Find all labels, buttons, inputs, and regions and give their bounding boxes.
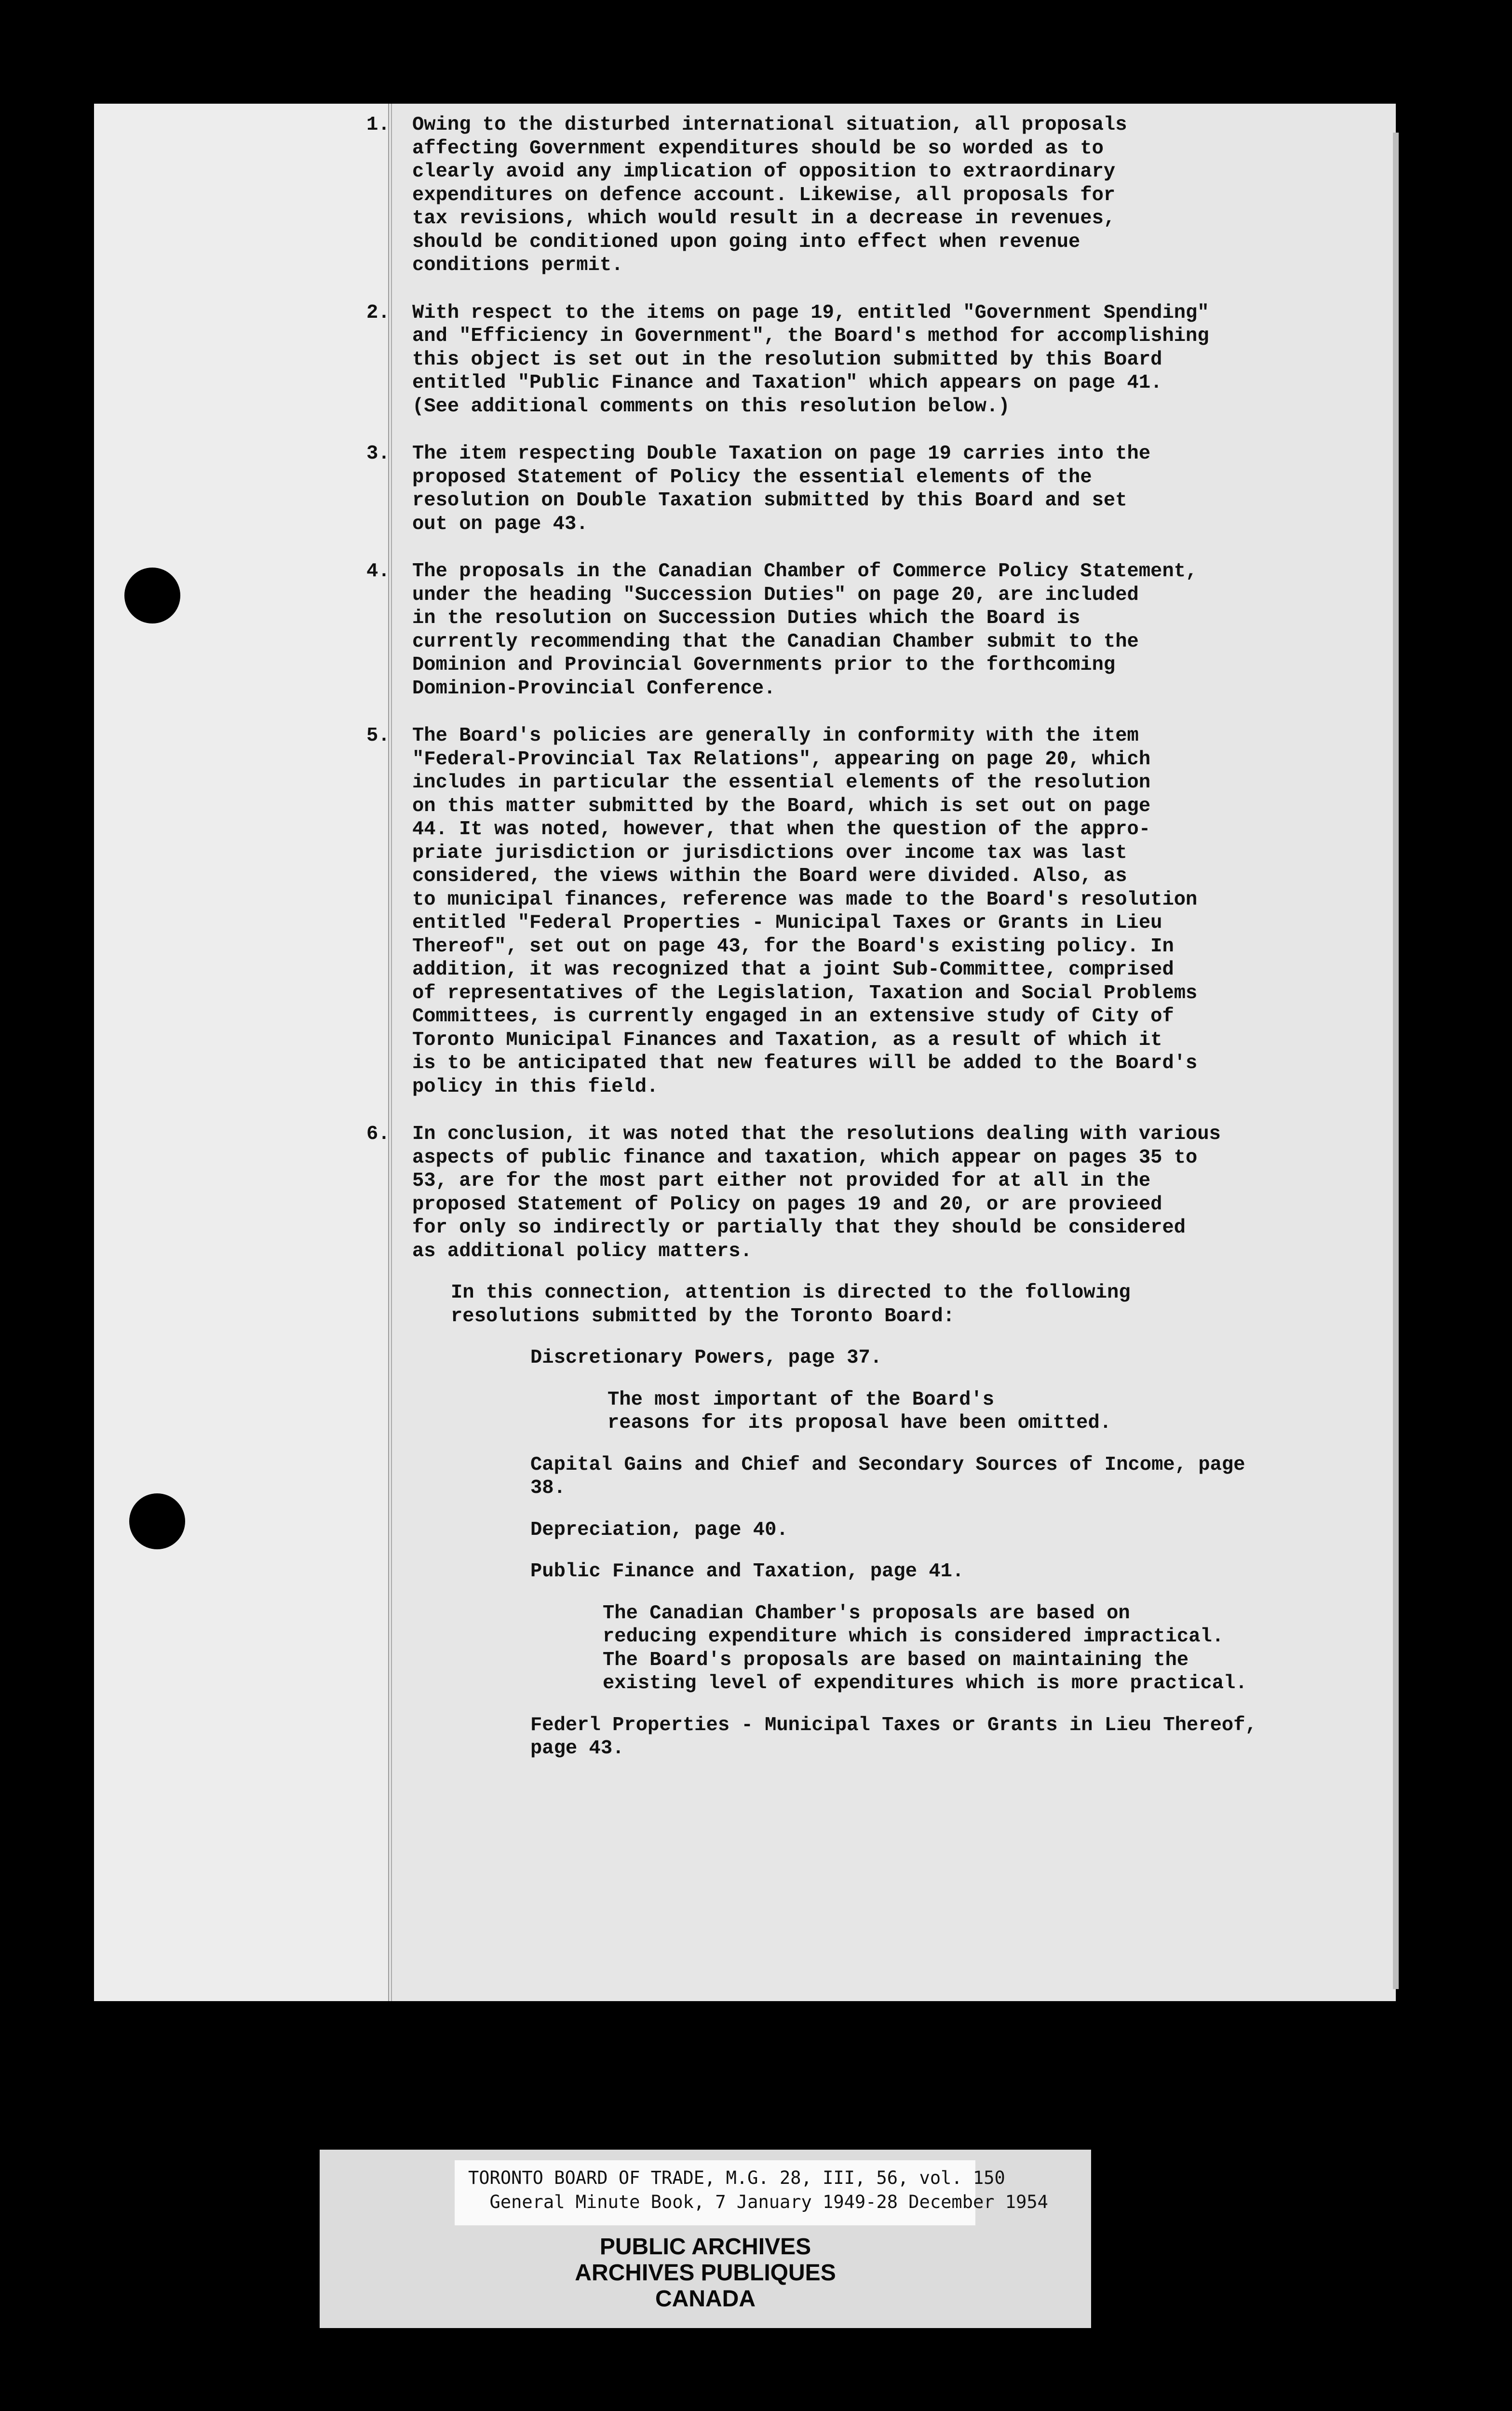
archive-label <box>320 2234 1091 2312</box>
list-item <box>366 1123 1282 1263</box>
archive-line-1: PUBLIC ARCHIVES <box>599 2234 811 2260</box>
source-line-2: General Minute Book, 7 January 1949-28 December 1954 <box>468 2192 1048 2212</box>
resolution-note: The Canadian Chamber's proposals are based on reducing expenditure which is considered impractical. The Board's proposals are based on maintaining the existing level of expenditures which is more practical. <box>603 1602 1247 1694</box>
source-line-1: TORONTO BOARD OF TRADE, M.G. 28, III, 56, vol. 150 <box>468 2167 1005 2188</box>
item-text: In conclusion, it was noted that the resolutions dealing with various aspects of public finance and taxation, which appear on pages 35 to 53, are for the most part either not provided for at all in the proposed Statement of Policy on pages 19 and 20, or are provieed for only so indirectly or partially that they should be considered as additional policy matters. <box>412 1123 1221 1262</box>
punch-hole-icon <box>124 568 180 623</box>
list-item <box>366 301 1282 419</box>
resolution-reference: Federl Properties - Municipal Taxes or Grants in Lieu Thereof, page 43. <box>530 1714 1257 1760</box>
item-text: The Board's policies are generally in conformity with the item "Federal-Provincial Tax Relations", appearing on page 20, which includes in particular the essential elements of the resolution on this matter submitted by the Board, which is set out on page 44. It was noted, however, that when the question of the appro- priate jurisdiction or jurisdictions over income tax was last considered, the views within the Board were divided. Also, as to municipal finances, reference was made to the Board's resolution entitled "Federal Properties - Municipal Taxes or Grants in Lieu Thereof", set out on page 43, for the Board's existing policy. In addition, it was recognized that a joint Sub-Committee, comprised of representatives of the Legislation, Taxation and Social Problems Committees, is currently engaged in an extensive study of City of Toronto Municipal Finances and Taxation, as a result of which it is to be anticipated that new features will be added to the Board's policy in this field. <box>412 725 1198 1098</box>
item-number: 6. <box>366 1123 390 1145</box>
resolution-reference: Depreciation, page 40. <box>530 1518 788 1541</box>
document-body <box>366 113 1282 1779</box>
source-label <box>455 2160 1048 2225</box>
archive-line-3: CANADA <box>655 2286 756 2312</box>
item-number: 3. <box>366 443 390 465</box>
archive-stamp <box>320 2150 1091 2328</box>
item-number: 5. <box>366 725 390 747</box>
item-text: With respect to the items on page 19, entitled "Government Spending" and "Efficiency in Government", the Board's method for accomplishing this object is set out in the resolution submitted by this Board entitled "Public Finance and Taxation" which appears on page 41. (See additional comments on this resolution below.) <box>412 301 1209 418</box>
item-number: 1. <box>366 114 390 136</box>
archive-line-2: ARCHIVES PUBLIQUES <box>575 2260 836 2286</box>
punch-hole-icon <box>129 1493 185 1549</box>
resolution-reference: Capital Gains and Chief and Secondary Sources of Income, page 38. <box>530 1453 1245 1499</box>
page-edge <box>1393 133 1399 1989</box>
list-item <box>366 560 1282 700</box>
item-number: 4. <box>366 560 390 582</box>
item-text: Owing to the disturbed international situation, all proposals affecting Government expenditures should be so worded as to clearly avoid any implication of opposition to extraordinary expenditures on defence account. Likewise, all proposals for tax revisions, which would result in a decrease in revenues, should be conditioned upon going into effect when revenue conditions permit. <box>412 114 1127 276</box>
list-item <box>366 113 1282 277</box>
list-item <box>366 724 1282 1098</box>
resolution-note: The most important of the Board's reasons for its proposal have been omitted. <box>608 1388 1112 1434</box>
item-text: The item respecting Double Taxation on page 19 carries into the proposed Statement of Policy the essential elements of the resolution on Double Taxation submitted by this Board and set out on page 43. <box>412 443 1151 535</box>
binding-margin <box>94 104 388 2001</box>
item-text: The proposals in the Canadian Chamber of Commerce Policy Statement, under the heading "Succession Duties" on page 20, are included in the resolution on Succession Duties which the Board is currently recommending that the Canadian Chamber submit to the Dominion and Provincial Governments prior to the forthcoming Dominion-Provincial Conference. <box>412 560 1198 700</box>
resolution-reference: Discretionary Powers, page 37. <box>530 1347 882 1369</box>
item-number: 2. <box>366 301 390 324</box>
connection-paragraph: In this connection, attention is directed to the following resolutions submitted by the Toronto Board: <box>451 1282 1131 1327</box>
list-item <box>366 442 1282 536</box>
resolution-reference: Public Finance and Taxation, page 41. <box>530 1560 964 1583</box>
